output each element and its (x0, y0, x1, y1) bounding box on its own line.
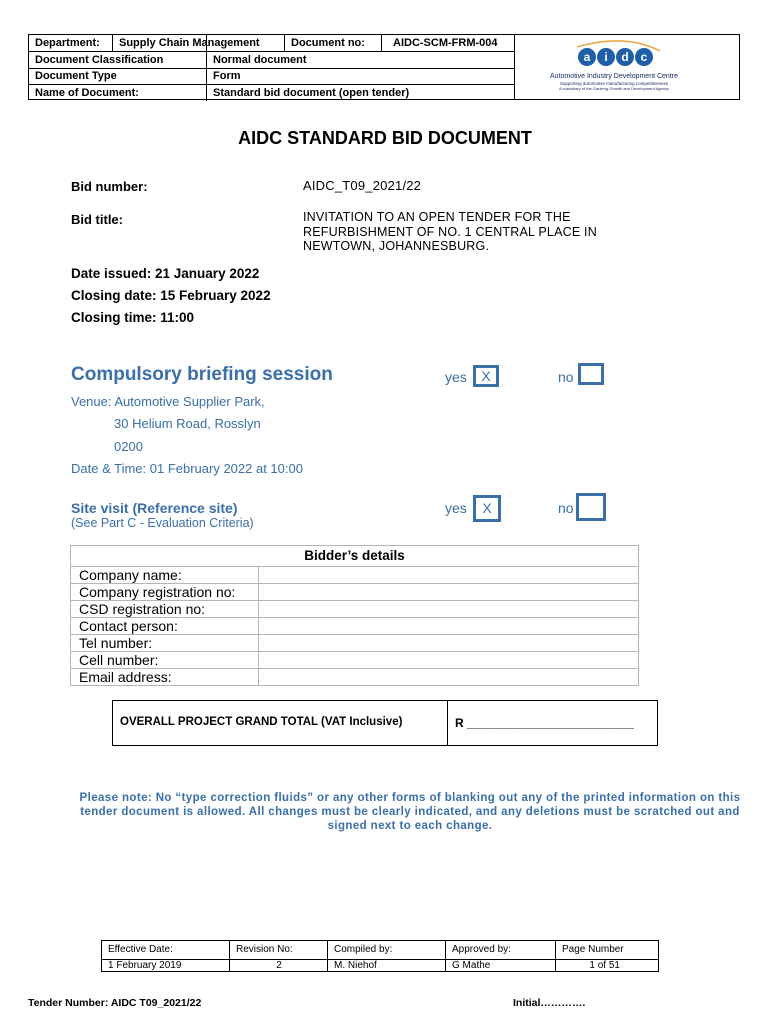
approved-by-header: Approved by: (452, 944, 511, 955)
page-number-header: Page Number (562, 944, 624, 955)
site-visit-heading: Site visit (Reference site) (71, 500, 238, 516)
date-issued: Date issued: 21 January 2022 (71, 266, 260, 281)
site-visit-no-checkbox[interactable] (576, 493, 606, 521)
classification-label: Document Classification (35, 54, 164, 66)
document-title: AIDC STANDARD BID DOCUMENT (238, 128, 532, 148)
tel-number-field[interactable] (258, 635, 640, 651)
bidder-field-row (71, 600, 638, 617)
bid-number-value: AIDC_T09_2021/22 (303, 178, 422, 193)
bid-number-label: Bid number: (71, 179, 148, 194)
department-label: Department: (35, 37, 100, 49)
bidder-field-row (71, 634, 638, 651)
bidder-details-table (70, 545, 639, 686)
briefing-yes-label: yes (445, 369, 467, 385)
csd-registration-field[interactable] (258, 601, 640, 617)
classification-value: Normal document (213, 54, 307, 66)
bid-title-value (303, 210, 597, 254)
revision-footer-table (101, 940, 659, 972)
company-registration-label: Company registration no: (79, 584, 236, 600)
correction-fluid-notice: Please note: No “type correction fluids” or any other forms of blanking out any of the printed information on this tender document is allowed. All changes must be clearly indicated, and any deletions must be scratched out and signed next to each change. (79, 792, 741, 832)
aidc-logo (514, 34, 740, 100)
revision-no-header: Revision No: (236, 944, 293, 955)
bidder-field-row (71, 566, 638, 583)
bid-title-line: INVITATION TO AN OPEN TENDER FOR THE (303, 210, 571, 224)
grand-total-box (112, 700, 658, 746)
csd-registration-label: CSD registration no: (79, 601, 206, 617)
company-registration-field[interactable] (258, 584, 640, 600)
site-visit-yes-label: yes (445, 500, 467, 516)
page-number-value: 1 of 51 (589, 960, 620, 971)
initial-footer: Initial…………. (513, 997, 586, 1009)
logo-letter-c: c (640, 50, 648, 64)
email-address-field[interactable] (258, 669, 640, 685)
bid-title-label: Bid title: (71, 212, 123, 227)
approved-by-value: G Mathe (452, 960, 491, 971)
email-address-label: Email address: (79, 669, 172, 685)
briefing-no-checkbox[interactable] (578, 363, 604, 385)
document-type-label: Document Type (35, 70, 117, 82)
contact-person-label: Contact person: (79, 618, 178, 634)
site-visit-no-label: no (558, 500, 574, 516)
bid-title-line: NEWTOWN, JOHANNESBURG. (303, 239, 490, 253)
bid-title-line: REFURBISHMENT OF NO. 1 CENTRAL PLACE IN (303, 224, 597, 239)
bidder-field-row (71, 668, 638, 685)
briefing-venue: Venue: Automotive Supplier Park, (71, 394, 265, 409)
logo-letter-i: i (604, 50, 608, 64)
grand-total-field[interactable]: R _________________________ (455, 716, 634, 730)
site-visit-subheading: (See Part C - Evaluation Criteria) (71, 516, 254, 530)
briefing-datetime: Date & Time: 01 February 2022 at 10:00 (71, 461, 303, 476)
tender-number-footer: Tender Number: AIDC T09_2021/22 (28, 997, 202, 1009)
bidder-details-heading: Bidder’s details (304, 548, 405, 563)
briefing-yes-checkbox[interactable]: X (473, 365, 499, 387)
company-name-label: Company name: (79, 567, 182, 583)
document-type-value: Form (213, 70, 241, 82)
bidder-field-row (71, 583, 638, 600)
grand-total-label: OVERALL PROJECT GRAND TOTAL (VAT Inclusive) (120, 716, 403, 728)
effective-date-header: Effective Date: (108, 944, 173, 955)
effective-date-value: 1 February 2019 (108, 960, 182, 971)
briefing-address: 30 Helium Road, Rosslyn (114, 416, 261, 431)
document-header-table (28, 34, 515, 100)
logo-letter-d: d (621, 50, 629, 64)
document-no-label: Document no: (291, 37, 365, 49)
site-visit-yes-checkbox[interactable]: X (473, 495, 501, 522)
document-name-value: Standard bid document (open tender) (213, 87, 410, 99)
revision-no-value: 2 (276, 960, 282, 971)
logo-subtag: A subsidiary of the Gauteng Growth and Development Agency (559, 86, 669, 91)
compiled-by-header: Compiled by: (334, 944, 393, 955)
briefing-postal-code: 0200 (114, 439, 143, 454)
cell-number-label: Cell number: (79, 652, 159, 668)
briefing-no-label: no (558, 369, 574, 385)
closing-date: Closing date: 15 February 2022 (71, 288, 271, 303)
company-name-field[interactable] (258, 567, 640, 583)
cell-number-field[interactable] (258, 652, 640, 668)
document-no-value: AIDC-SCM-FRM-004 (393, 37, 498, 49)
document-name-label: Name of Document: (35, 87, 139, 99)
closing-time: Closing time: 11:00 (71, 310, 195, 325)
logo-tagline: Supporting automotive manufacturing competitiveness (559, 81, 669, 86)
bidder-field-row (71, 651, 638, 668)
logo-letter-a: a (583, 50, 591, 64)
logo-org-name: Automotive Industry Development Centre (549, 73, 679, 80)
tel-number-label: Tel number: (79, 635, 153, 651)
compiled-by-value: M. Niehof (334, 960, 377, 971)
department-value: Supply Chain Management (119, 37, 260, 49)
briefing-heading: Compulsory briefing session (71, 364, 333, 385)
contact-person-field[interactable] (258, 618, 640, 634)
aidc-logo-mark (515, 35, 739, 99)
bidder-field-row (71, 617, 638, 634)
